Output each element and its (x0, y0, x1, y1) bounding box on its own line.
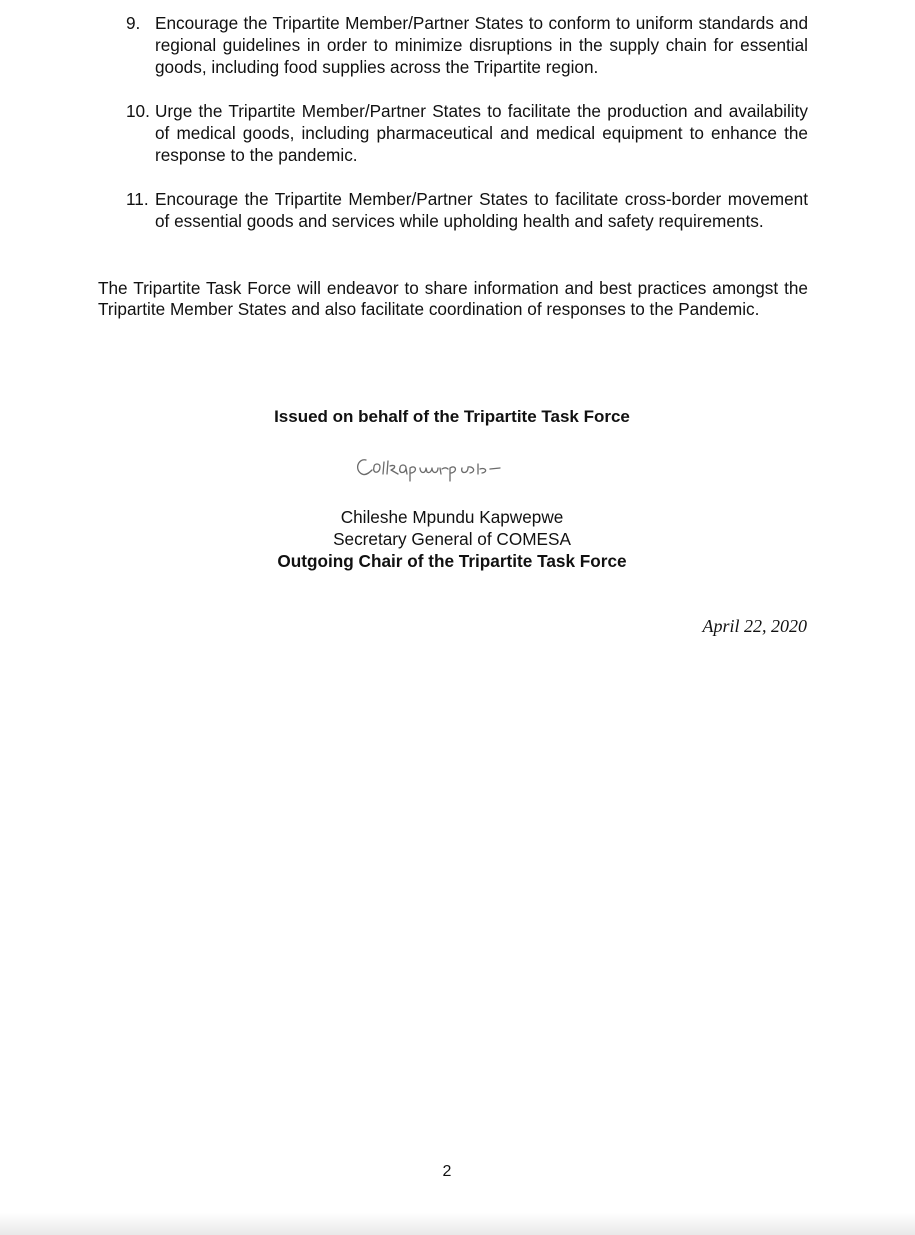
numbered-list (98, 12, 808, 254)
page-number: 2 (442, 1163, 452, 1180)
signatory-block (0, 506, 904, 572)
page-bottom-shadow (0, 1213, 915, 1235)
list-item-number: 10. (126, 101, 150, 121)
list-item (98, 12, 808, 78)
list-item-text: Encourage the Tripartite Member/Partner States to conform to uniform standards and regional guidelines in order to minimize disruptions in the supply chain for essential goods, including food supplies across the Tripartite region. (155, 13, 808, 77)
closing-paragraph: The Tripartite Task Force will endeavor to share information and best practices amongst the Tripartite Member States and also facilitate coordination of responses to the Pandemic. (98, 278, 808, 319)
document-date: April 22, 2020 (702, 616, 807, 636)
list-item-text: Urge the Tripartite Member/Partner States to facilitate the production and availability of medical goods, including pharmaceutical and medical equipment to enhance the response to the pandemic. (155, 101, 808, 165)
list-item-number: 11. (126, 189, 149, 209)
issued-on-behalf-heading: Issued on behalf of the Tripartite Task Force (274, 407, 630, 426)
list-item-text: Encourage the Tripartite Member/Partner States to facilitate cross-border movement of essential goods and services while upholding health and safety requirements. (155, 189, 808, 231)
signatory-name: Chileshe Mpundu Kapwepwe (340, 507, 564, 527)
list-item-number: 9. (126, 13, 141, 33)
list-item (98, 188, 808, 232)
signatory-title: Secretary General of COMESA (333, 529, 571, 549)
signatory-role: Outgoing Chair of the Tripartite Task Force (277, 551, 627, 571)
list-item (98, 100, 808, 166)
handwritten-signature (350, 452, 555, 482)
